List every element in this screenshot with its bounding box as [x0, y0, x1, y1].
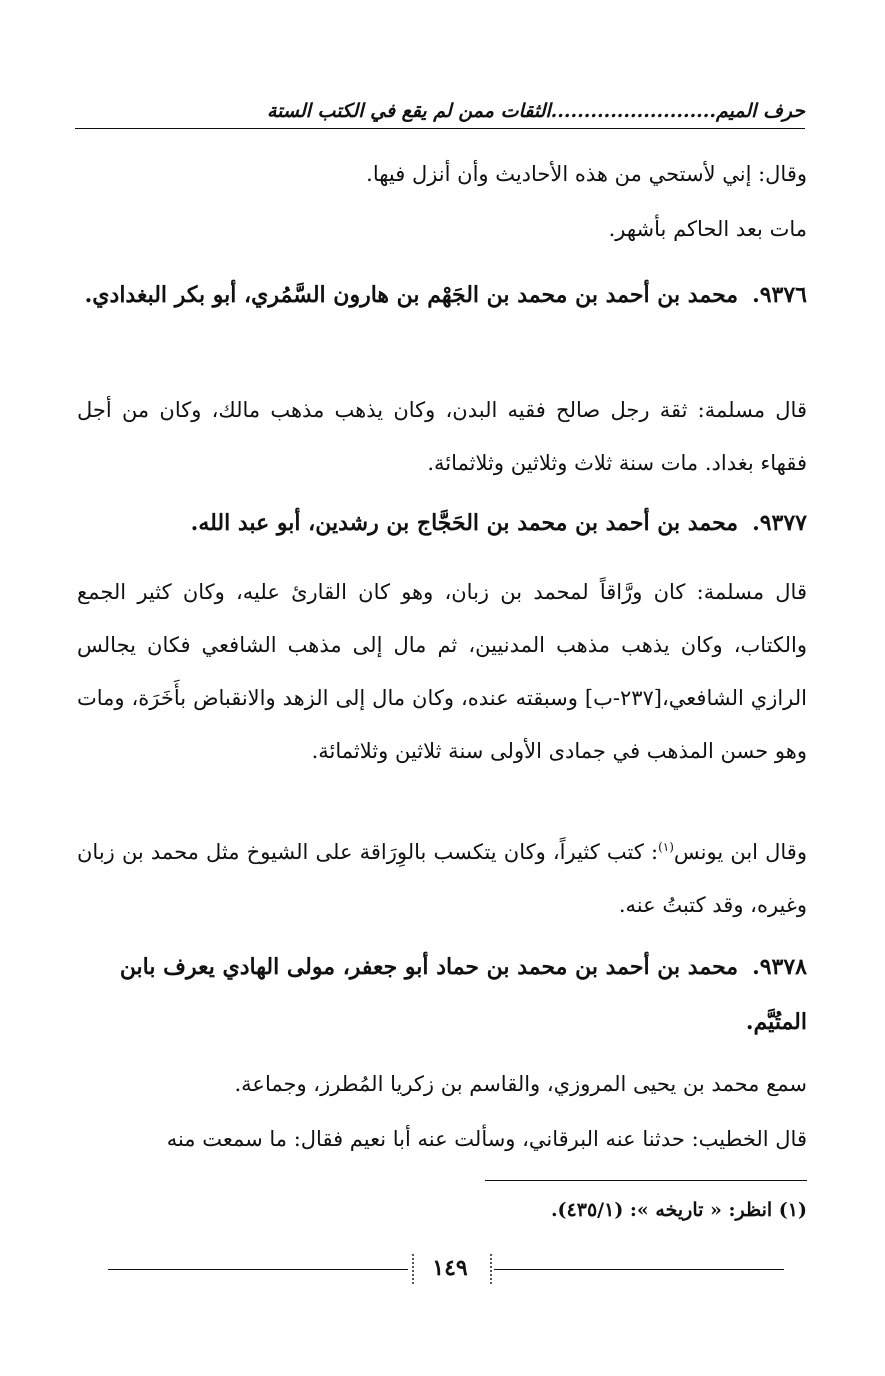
footnote-divider	[485, 1180, 807, 1181]
entry-title: محمد بن أحمد بن محمد بن الحَجَّاج بن رشدين، أبو عبد الله.	[190, 510, 739, 536]
entry-number: ٩٣٧٦.	[752, 282, 807, 308]
entry-heading-9377	[67, 496, 807, 551]
paragraph-text: قال الخطيب: حدثنا عنه البرقاني، وسألت عنه أبا نعيم فقال: ما سمعت منه	[166, 1127, 807, 1151]
paragraph-closing-quote	[77, 148, 807, 201]
paragraph-text	[77, 826, 807, 932]
paragraph-text: وقال: إني لأستحي من هذه الأحاديث وأن أنزل فيها.	[366, 162, 807, 186]
footnote: (١) انظر: « تاريخه »: (٤٣٥/١).	[550, 1199, 807, 1221]
paragraph-maslama-9377	[77, 566, 807, 778]
paragraph-text: سمع محمد بن يحيى المروزي، والقاسم بن زكريا المُطرز، وجماعة.	[234, 1072, 807, 1096]
paragraph-sami	[77, 1058, 807, 1111]
footnote-reference[interactable]: (١)	[658, 840, 674, 854]
entry-title: محمد بن أحمد بن محمد بن حماد أبو جعفر، مولى الهادي يعرف بابن المتُيَّم.	[119, 954, 807, 1035]
paragraph-text: قال مسلمة: كان ورَّاقاً لمحمد بن زبان، وهو كان القارئ عليه، وكان كثير الجمع والكتاب، وكان يذهب مذهب المدنيين، ثم مال إلى مذهب الشافعي فكان يجالس الرازي الشافعي،[٢٣٧-ب] وسبقته عنده، وكان مال إلى الزهد والانقباض بأَخَرَة، ومات وهو حسن المذهب في جمادى الأولى سنة ثلاثين وثلاثمائة.	[77, 580, 808, 763]
entry-heading-9378	[67, 940, 807, 1050]
running-header: حرف الميم.........................الثقات ممن لم يقع في الكتب الستة	[75, 96, 805, 129]
paragraph-ibn-yunus	[77, 826, 807, 932]
text-run: : كتب كثيراً، وكان يتكسب بالوِرَاقة على الشيوخ مثل محمد بن زبان وغيره، وقد كتبتُ عنه.	[77, 840, 807, 917]
paragraph-maslama-9376	[77, 384, 807, 490]
page-number-rule-right	[494, 1269, 784, 1270]
paragraph-text: مات بعد الحاكم بأشهر.	[608, 217, 807, 241]
paragraph-khatib	[77, 1113, 807, 1166]
entry-number: ٩٣٧٨.	[752, 954, 807, 980]
text-run: وقال ابن يونس	[673, 840, 807, 864]
paragraph-death	[77, 203, 807, 256]
page-number: ١٤٩	[432, 1255, 468, 1281]
page-number-rule-left	[108, 1269, 408, 1270]
paragraph-text: قال مسلمة: ثقة رجل صالح فقيه البدن، وكان يذهب مذهب مالك، وكان من أجل فقهاء بغداد. مات سنة ثلاث وثلاثين وثلاثمائة.	[77, 398, 807, 475]
entry-heading-9376	[67, 268, 807, 323]
entry-number: ٩٣٧٧.	[752, 510, 807, 536]
entry-title: محمد بن أحمد بن محمد بن الجَهْم بن هارون السَّمُري، أبو بكر البغدادي.	[84, 282, 739, 308]
